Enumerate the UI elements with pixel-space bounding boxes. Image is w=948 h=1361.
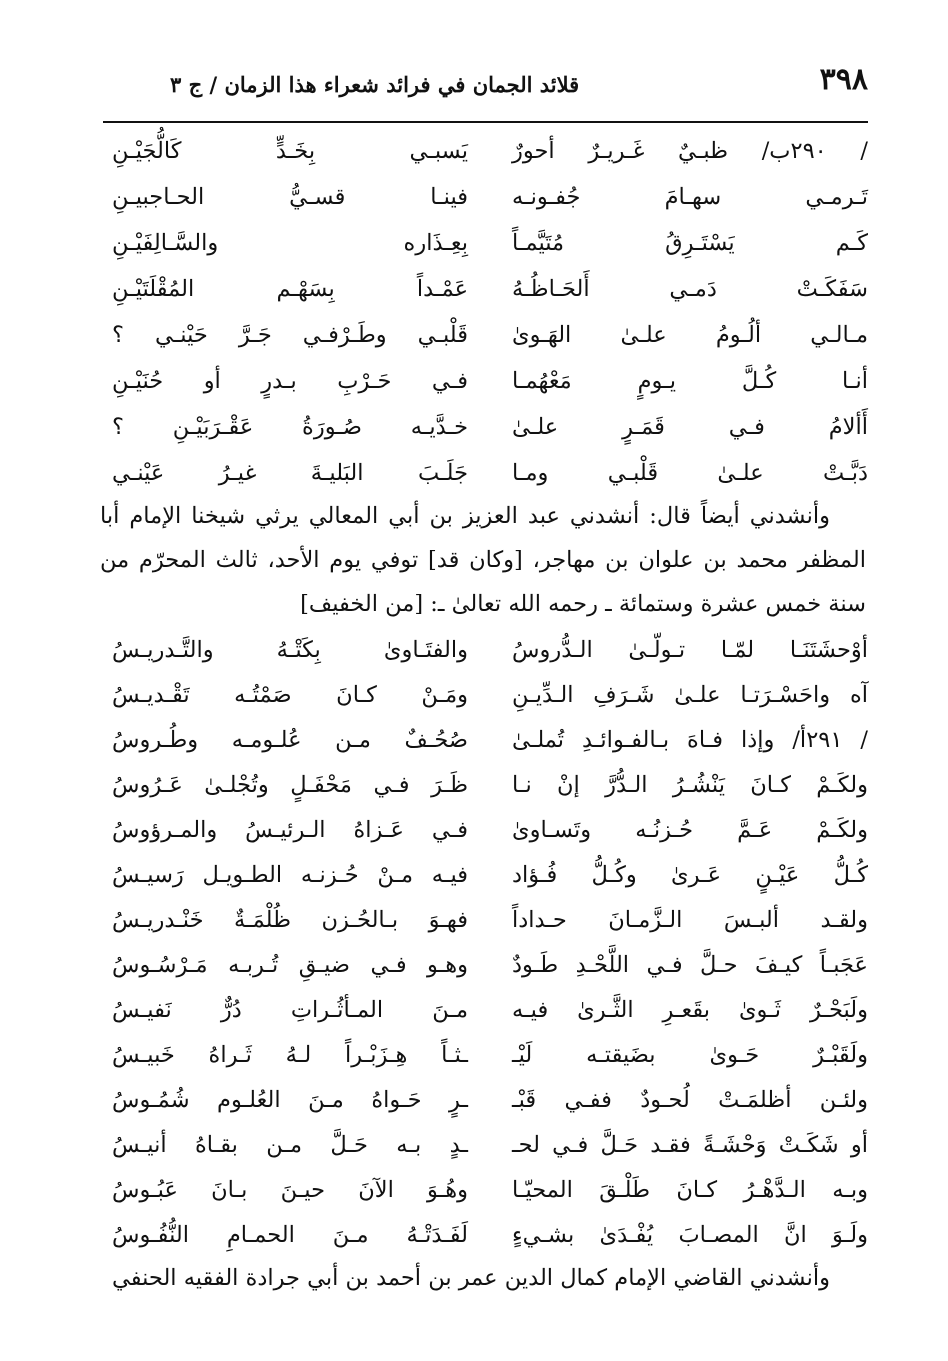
hemistich-first: ولقـد ألبـسَ الـزَّمـانَ حـداداً (512, 907, 868, 933)
hemistich-second: صُحُـفٌ مـن عُلـومـه وطُـروسُ (112, 727, 468, 753)
verse (100, 1167, 868, 1213)
hemistich-second: وهـو فـي ضيـقِ تُـربـه مَـرْسُـوسُ (112, 952, 468, 978)
hemistich-first: ولَـوَ انَّ المصـابَ يُفْـدَىٰ بشـيءٍ (512, 1222, 868, 1248)
hemistich-second: ظَـرَ فـي مَحْفَـلٍ وتُجْلـىٰ عَـرُوسُ (112, 772, 468, 798)
hemistich-second: قَلْبـي وطَـرْفـي جَـرَّ حَيْنـي ؟ (112, 322, 468, 348)
hemistich-second: فـي حَـرْبِ بـدرٍ أو حُنَيْـنِ (112, 368, 468, 394)
hemistich-second: فيـه مـنْ حُـزنـه الطـويـل رَسيـسُ (112, 862, 468, 888)
hemistich-second: ـثـاً هِـزَبْـراً لـهُ ثَـراهُ خَبيـسُ (112, 1042, 468, 1068)
verse (100, 717, 868, 763)
hemistich-first: أَألامُ فـي قَمَـرٍ علـىٰ (512, 414, 868, 440)
hemistich-second: عَمْـداً بِسَهْـم المُقْلَتَيْـنِ (112, 276, 468, 302)
header-rule (103, 121, 868, 123)
hemistich-second: بِعِـذَاره والسَّـالِفَيْـنِ (112, 230, 468, 256)
hemistich-first: سَفَكَـتْ دَمـي أَلحَـاظُـهُ (512, 276, 868, 302)
verse (100, 942, 868, 988)
hemistich-first: / ٢٩١أ/ وإذا فـاهَ بـالفـوائـدِ تُملـىٰ (512, 727, 868, 753)
hemistich-second: ـدٍ بـه حَـلَّ مـن بقـاهُ أنيـسُ (112, 1132, 468, 1158)
hemistich-second: يَسبـي بِخَـدٍّ كَالُّجَيْـنِ (112, 138, 468, 164)
prose-intro-text: وأنشدني أيضاً قال: أنشدني عبد العزيز بن أبي المعالي يرثي شيخنا الإمام أبا المظفر محمد بن علوان بن مهاجر، [وكان قد] توفي يوم الأحد، ثالث المحرّم من سنة خمس عشرة وستمائة ـ رحمه الله تعالىٰ ـ: (100, 503, 866, 617)
hemistich-first: ولَبَحْـرٌ ثَـوىٰ بقَعـرِ الثَّـرىٰ فيـه (512, 997, 868, 1023)
page-header (100, 62, 868, 116)
verse (100, 450, 868, 496)
hemistich-second: مـنَ المـأثُـراتِ دُرٌّ نَفيـسُ (112, 997, 468, 1023)
hemistich-first: وبـه الـدَّهْـرُ كـانَ طَلْـقَ المحيّـا (512, 1177, 868, 1203)
hemistich-first: أو شَكَـتْ وَحْشَـةً فقـد حَـلَّ فـي لحـ (512, 1132, 868, 1158)
verse (100, 404, 868, 450)
hemistich-first: ولئـن أظلمَـتْ لُحـودٌ ففـي قَبْـ (512, 1087, 868, 1113)
hemistich-second: ـرٍ حَـواهُ مـنَ العُلـوم شُمُـوسُ (112, 1087, 468, 1113)
hemistich-first: كَـم يَسْتَـرِقُ مُتَيَّمـاً (512, 230, 868, 256)
hemistich-first: أوْحشَتَنَـا لمّـا تـولّـىٰ الـدُّروسُ (512, 637, 868, 663)
hemistich-first: دَبَّـتْ علـىٰ قَلْبـي ومـا (512, 460, 868, 486)
verse (100, 807, 868, 853)
verse (100, 897, 868, 943)
prose-closing-text: وأنشدني القاضي الإمام كمال الدين عمر بن أحمد بن أبي جرادة الفقيه الحنفي (112, 1265, 830, 1291)
verse (100, 1032, 868, 1078)
hemistich-second: والفتَـاوىٰ بِكَتْـهُ والتَّـدريـسُ (112, 637, 468, 663)
hemistich-second: فهـوَ بـالحُـزن ظُلْمَـةٌ خَنْـدريـسُ (112, 907, 468, 933)
verse (100, 266, 868, 312)
verse (100, 358, 868, 404)
verse (100, 672, 868, 718)
verse (100, 1122, 868, 1168)
running-title: قلائد الجمان في فرائد شعراء هذا الزمان / ج ٣ (170, 72, 580, 97)
hemistich-second: فـي عَـزاهُ الـرئيـسُ والمـرؤوسُ (112, 817, 468, 843)
verse (100, 128, 868, 174)
prose-closing (100, 1256, 866, 1300)
verse (100, 312, 868, 358)
hemistich-first: تَـرمـي سهـامَ جُفـونـه (512, 184, 868, 210)
page-number: ٣٩٨ (819, 62, 868, 97)
hemistich-first: مـالـي ألُـومُ علـىٰ الهَـوىٰ (512, 322, 868, 348)
meter-label: [من الخفيف] (300, 591, 424, 617)
hemistich-first: ولَقَبْـرٌ حَـوىٰ بضَيقتـه لَيْـ (512, 1042, 868, 1068)
hemistich-first: آه واحَسْـرَتـا علـىٰ شَـرَفِ الـدِّيـنِ (512, 682, 868, 708)
verse (100, 627, 868, 673)
verse (100, 174, 868, 220)
verse (100, 852, 868, 898)
verse (100, 1212, 868, 1258)
hemistich-first: ولكَـمْ عَـمَّ حُـزنُـه وتَسـاوىٰ (512, 817, 868, 843)
verse (100, 220, 868, 266)
verse (100, 762, 868, 808)
hemistich-second: فينـا قسـيُّ الحـاجبيـنِ (112, 184, 468, 210)
verse (100, 987, 868, 1033)
hemistich-first: / ٢٩٠ب/ ظبـيٌ غَـريـرٌ أحورٌ (512, 138, 869, 164)
hemistich-second: ومَـنْ كـانَ صَمْتُـه تَقْـديـسُ (112, 682, 468, 708)
hemistich-second: وهُـوَ الآنَ حيـنَ بـانَ عَبُـوسُ (112, 1177, 468, 1203)
hemistich-first: ولكَـمْ كـانَ يَنْشُـرُ الـدُّرَّ إنْ نـا (512, 772, 868, 798)
hemistich-second: لَفَـدَتْـهُ مـنَ الحمـامِ النُّفُـوسُ (112, 1222, 468, 1248)
hemistich-first: كُـلُّ عَيْـنٍ عَـرىٰ وكُـلُّ فُـؤاد (512, 862, 868, 888)
hemistich-second: جَلَـبَ البَليـةَ غيـرُ عَيْنـي (112, 460, 468, 486)
hemistich-first: عَجَبـاً كيـفَ حـلَّ فـي اللَّحْـدِ طَـودٌ (512, 952, 868, 978)
hemistich-second: خـدَّيـه صُـورَةُ عَقْـرَبَيْـنِ ؟ (112, 414, 468, 440)
prose-intro (100, 494, 866, 626)
verse (100, 1077, 868, 1123)
hemistich-first: أنـا كُـلَّ يـومٍ مَعْهُمـا (512, 368, 868, 394)
